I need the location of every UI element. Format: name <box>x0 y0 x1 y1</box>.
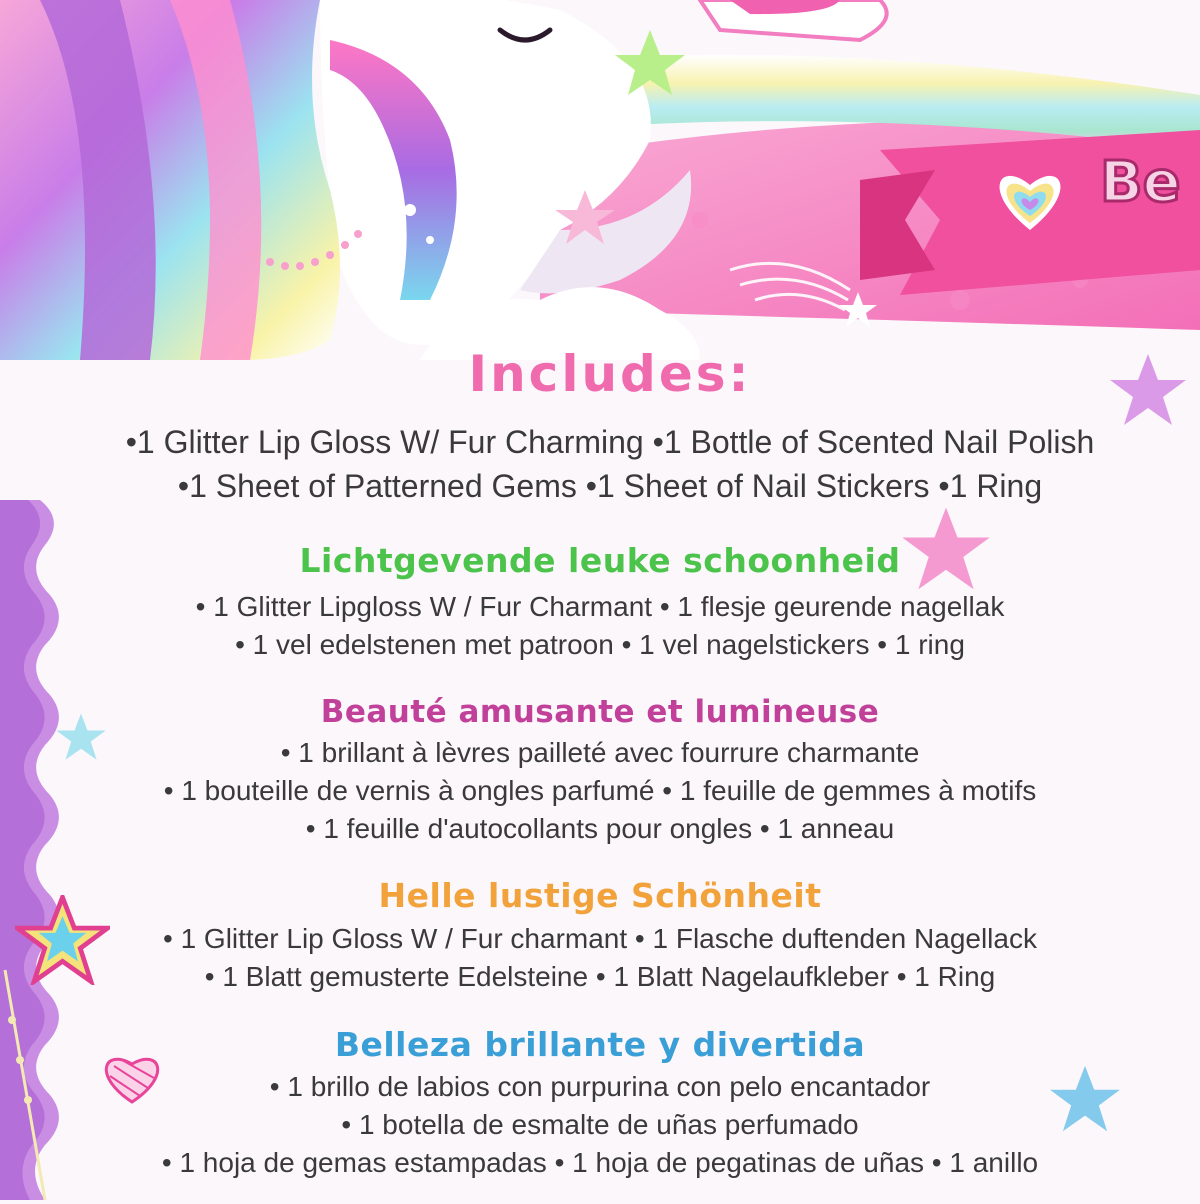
includes-line: •1 Sheet of Patterned Gems •1 Sheet of Nail Stickers •1 Ring <box>177 468 1043 504</box>
section-dutch <box>0 538 1200 664</box>
section-line: • 1 vel edelstenen met patroon • 1 vel nagelstickers • 1 ring <box>235 629 965 660</box>
unicorn-header-illustration <box>0 0 1200 360</box>
section-line: • 1 bouteille de vernis à ongles parfumé • 1 feuille de gemmes à motifs <box>163 775 1037 806</box>
section-line: • 1 brillo de labios con purpurina con pelo encantador <box>269 1071 931 1102</box>
section-heading: Helle lustige Schönheit <box>378 876 822 915</box>
includes-list <box>0 420 1200 508</box>
section-spanish <box>0 1022 1200 1182</box>
section-german <box>0 872 1200 996</box>
section-heading: Beauté amusante et lumineuse <box>320 694 880 730</box>
section-french <box>0 690 1200 848</box>
section-heading: Lichtgevende leuke schoonheid <box>299 541 901 580</box>
section-line: • 1 Glitter Lipgloss W / Fur Charmant • 1 flesje geurende nagellak <box>195 591 1005 622</box>
section-line: • 1 feuille d'autocollants pour ongles • 1 anneau <box>305 813 895 844</box>
includes-line: •1 Glitter Lip Gloss W/ Fur Charming •1 Bottle of Scented Nail Polish <box>125 424 1095 460</box>
section-line: • 1 botella de esmalte de uñas perfumado <box>341 1109 859 1140</box>
section-line: • 1 brillant à lèvres pailleté avec fourrure charmante <box>280 737 920 768</box>
section-line: • 1 Glitter Lip Gloss W / Fur charmant • 1 Flasche duftenden Nagellack <box>163 923 1037 954</box>
section-line: • 1 Blatt gemusterte Edelsteine • 1 Blatt Nagelaufkleber • 1 Ring <box>204 961 996 992</box>
banner-partial-text: Be <box>1100 150 1181 215</box>
includes-title: Includes: <box>468 345 752 403</box>
section-line: • 1 hoja de gemas estampadas • 1 hoja de pegatinas de uñas • 1 anillo <box>161 1147 1039 1178</box>
section-heading: Belleza brillante y divertida <box>334 1025 866 1064</box>
